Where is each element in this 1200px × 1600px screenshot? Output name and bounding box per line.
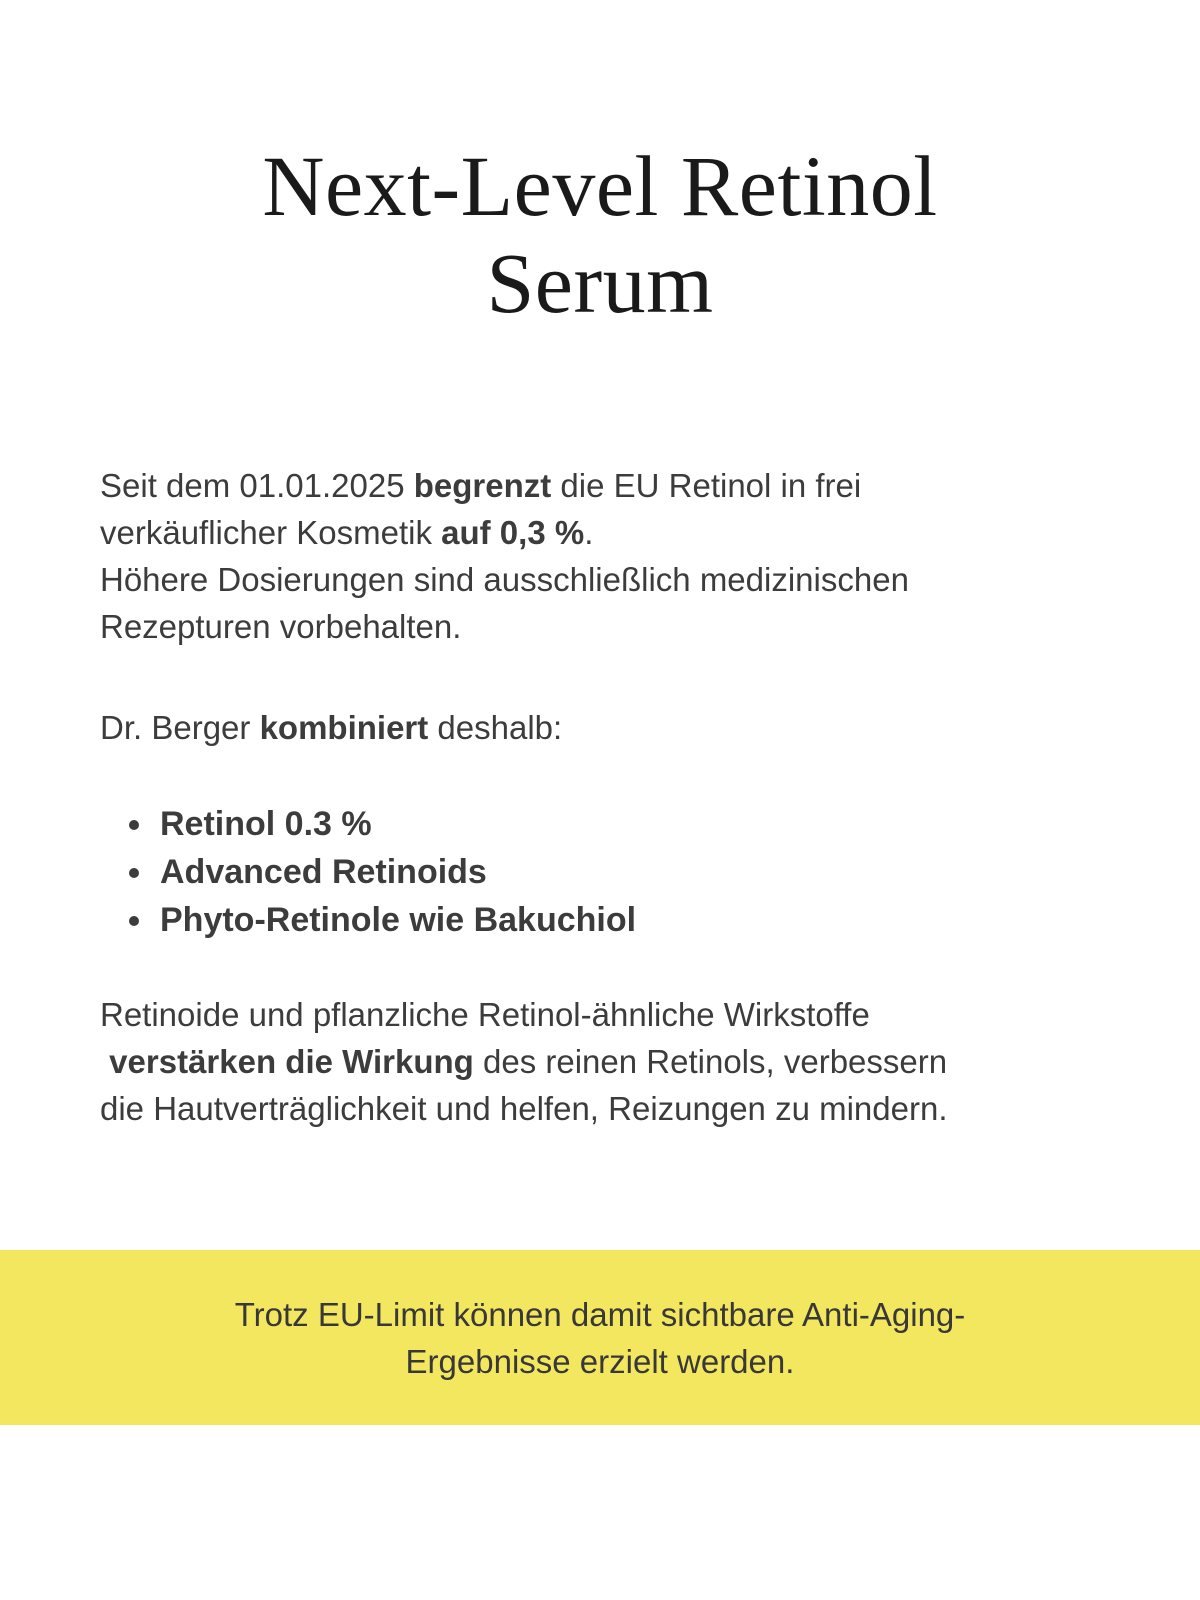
- text-run: deshalb:: [428, 709, 563, 746]
- highlight-line-1: Trotz EU-Limit können damit sichtbare Anti-Aging-: [234, 1295, 966, 1333]
- page-title: [0, 138, 1200, 332]
- text-run: Seit dem 01.01.2025: [100, 467, 414, 504]
- list-item: [156, 800, 636, 848]
- intro-line-1: [100, 462, 1145, 509]
- combine-paragraph: [100, 704, 1145, 751]
- bold-run: begrenzt: [413, 467, 552, 504]
- list-item: [156, 848, 636, 896]
- list-item: [156, 896, 636, 944]
- list-item-label: Phyto-Retinole wie Bakuchiol: [160, 901, 637, 939]
- effect-line-3: die Hautverträglichkeit und helfen, Reizungen zu mindern.: [100, 1090, 948, 1127]
- highlight-banner: [0, 1250, 1200, 1425]
- effect-paragraph: [100, 991, 1145, 1132]
- text-run: die EU Retinol in frei: [551, 467, 862, 504]
- effect-line-2: [100, 1038, 1145, 1085]
- ingredient-list: [100, 800, 636, 944]
- highlight-line-2: Ergebnisse erzielt werden.: [405, 1342, 795, 1380]
- highlight-text: [235, 1291, 966, 1385]
- intro-line-3: Höhere Dosierungen sind ausschließlich medizinischen: [100, 561, 909, 598]
- bold-run: auf 0,3 %: [441, 514, 585, 551]
- title-line-2: Serum: [486, 235, 714, 331]
- text-run: Dr. Berger: [100, 709, 260, 746]
- text-run: .: [584, 514, 594, 551]
- bold-run: verstärken die Wirkung: [100, 1043, 474, 1080]
- intro-line-4: Rezepturen vorbehalten.: [100, 608, 462, 645]
- text-run: verkäuflicher Kosmetik: [100, 514, 442, 551]
- text-run: des reinen Retinols, verbessern: [473, 1043, 948, 1080]
- effect-line-1: Retinoide und pflanzliche Retinol-ähnliche Wirkstoffe: [100, 996, 870, 1033]
- list-item-label: Retinol 0.3 %: [160, 805, 372, 843]
- bold-run: kombiniert: [259, 709, 429, 746]
- intro-line-2: [100, 509, 1145, 556]
- list-item-label: Advanced Retinoids: [160, 853, 487, 891]
- intro-paragraph: [100, 462, 1145, 650]
- title-line-1: Next-Level Retinol: [262, 138, 938, 234]
- combine-line: [100, 704, 1145, 751]
